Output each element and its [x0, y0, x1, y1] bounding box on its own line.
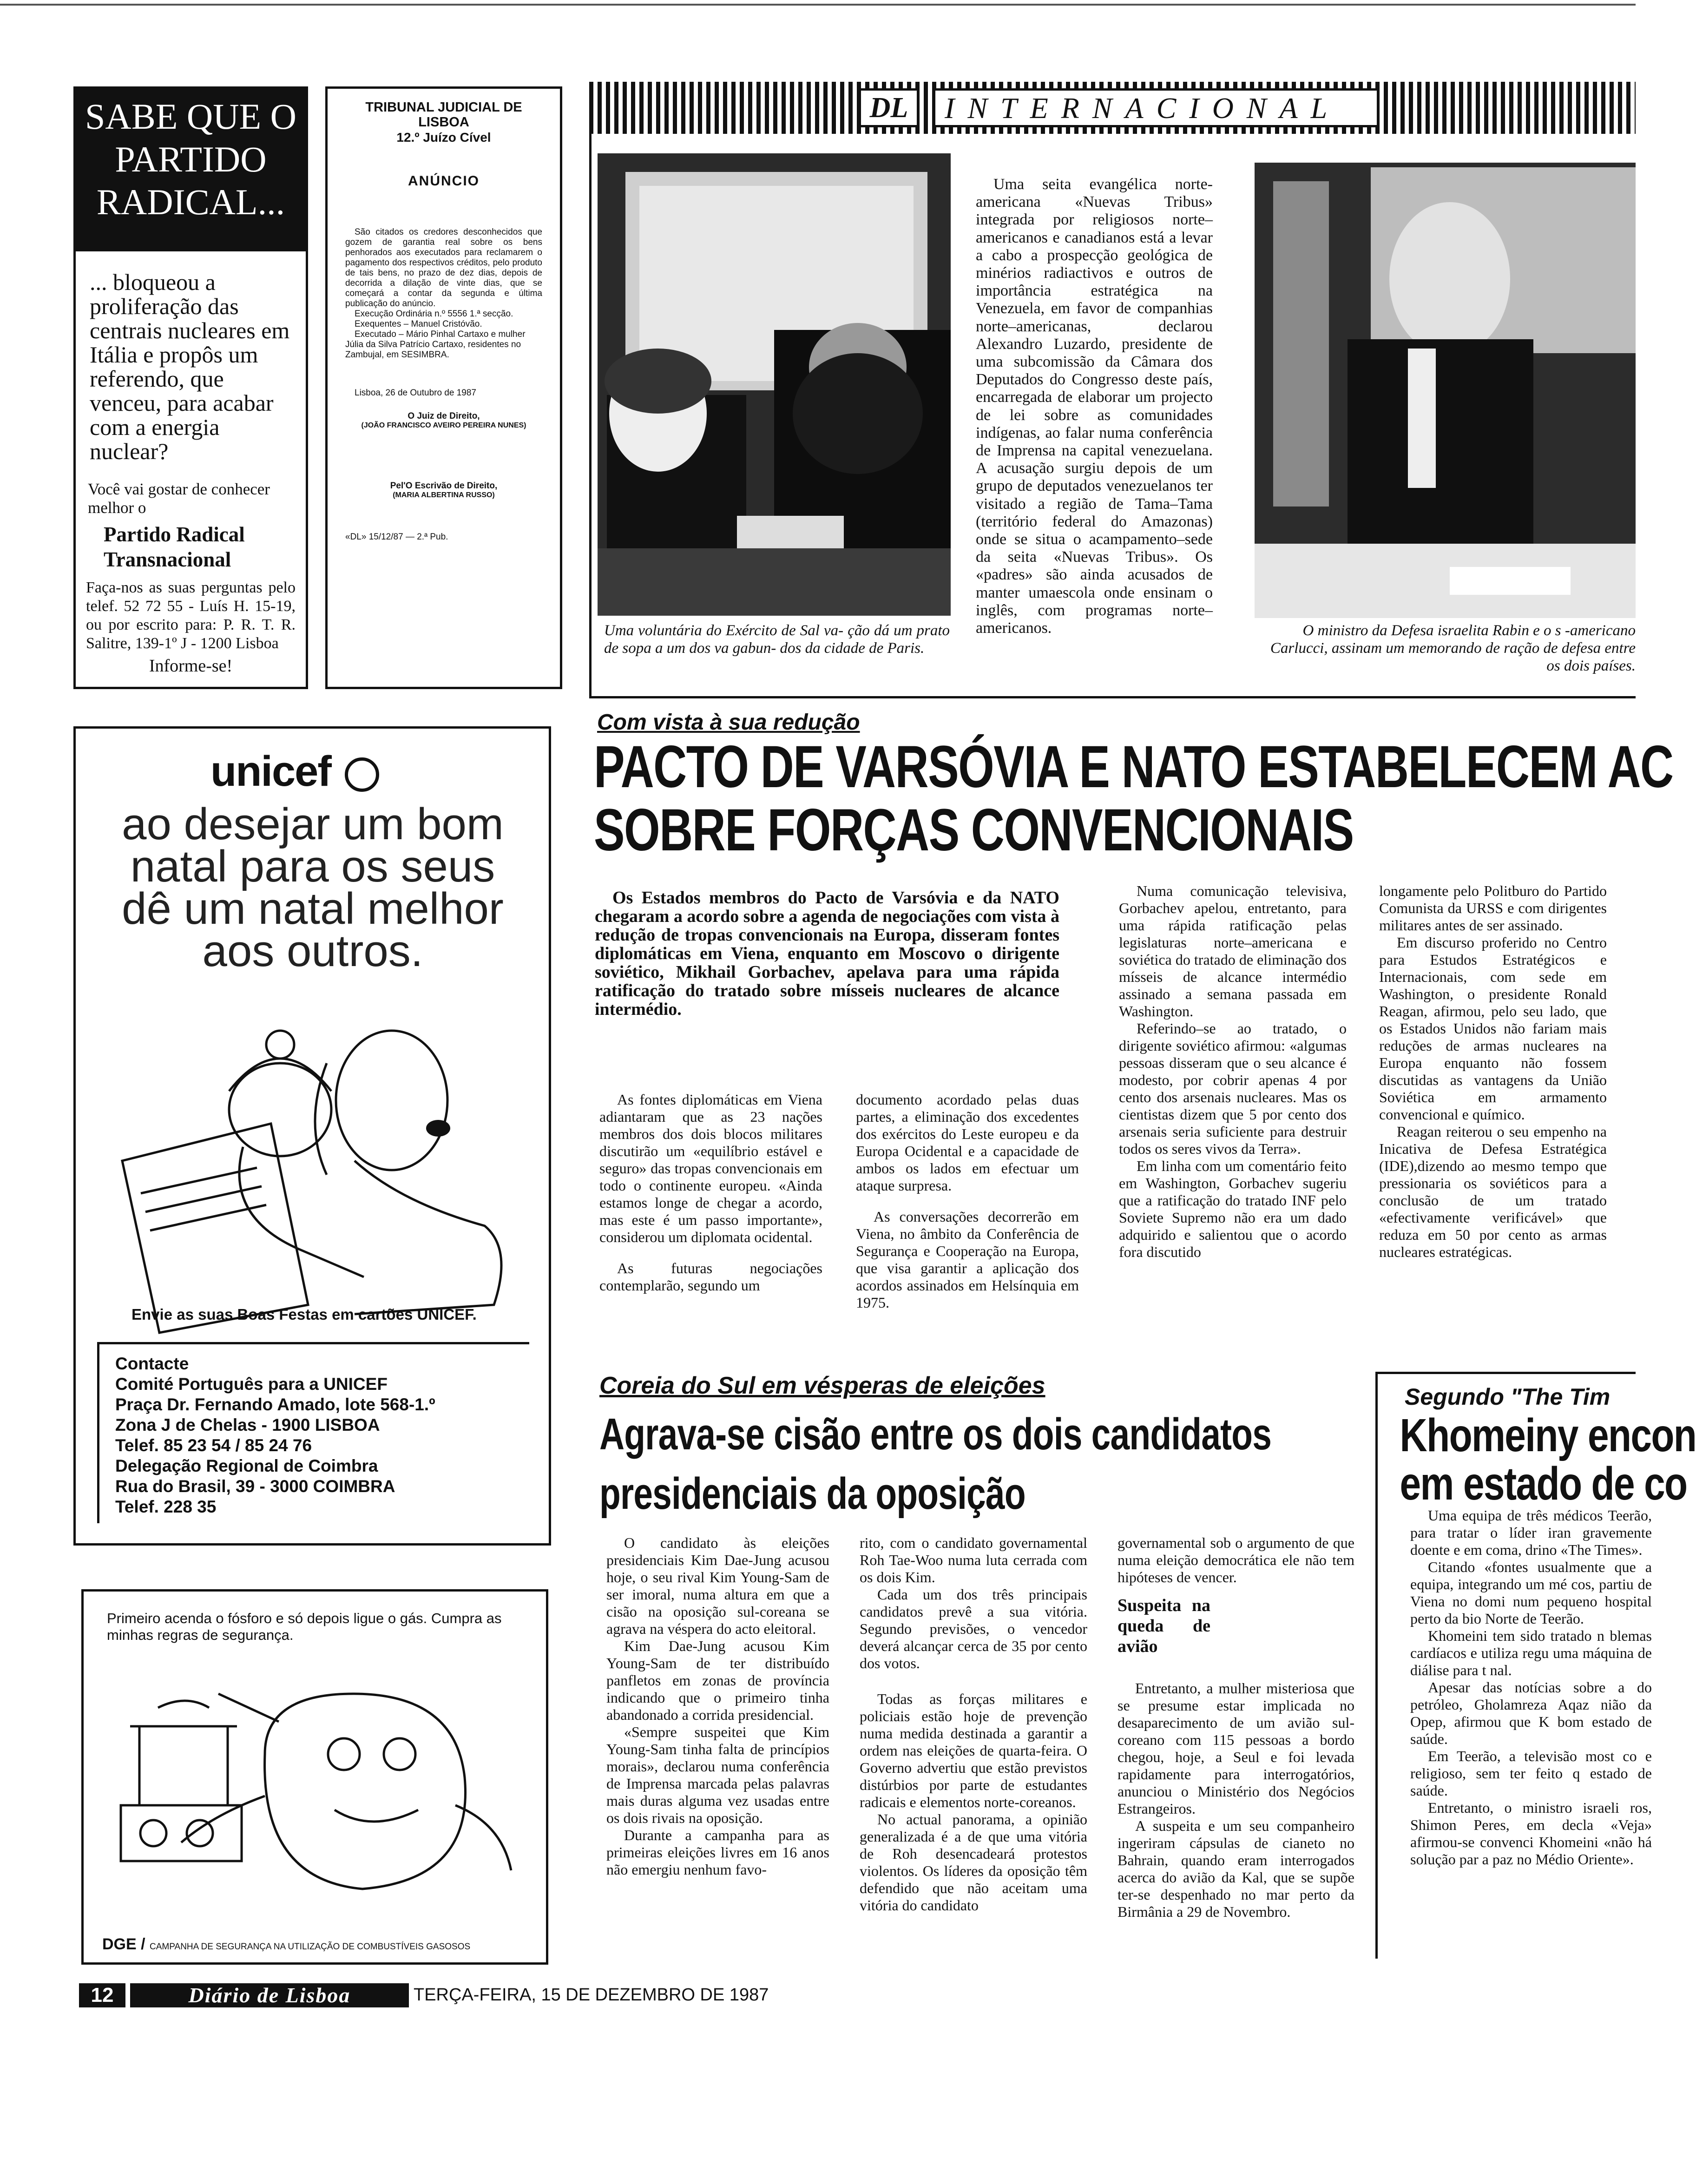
unicef-contact-label: Contacte — [115, 1354, 189, 1373]
section-header — [589, 82, 1636, 134]
sect-story-body: Uma seita evangélica norte-americana «Nuevas Tribus» integrada por religiosos norte–americanos e canadianos está a levar a cabo a prospecção geológica de minérios radiactivos e outros de importância estratégica na Venezuela, em favor de companhias norte–americanas, declarou Alexandro Luzardo, presidente de uma subcomissão da Câmara dos Deputados do Congresso deste país, encarregada de elaborar um projecto de lei sobre as comunidades indígenas, ao falar numa conferência de Imprensa na capital venezuelana. A acusação surgiu depois de um grupo de deputados venezuelanos ter visitado a região de Tama–Tama (território federal do Amazonas) onde se situa o acampamento–sede da seita «Nuevas Tribus». Os «padres» são ainda acusados de manter umaescola onde ensinam o inglês, com programas norte–americanos. — [976, 176, 1213, 637]
gas-ad-brand: DGE / — [102, 1935, 145, 1953]
main-story-col2-p1: documento acordado pelas duas partes, a eliminação dos excedentes dos exércitos do Leste europeu e da Europa Ocidental e a capacidade de ambos os lados em efectuar um ataque surpresa. — [856, 1091, 1079, 1194]
unicef-logo — [210, 747, 379, 796]
notice-execution: Execução Ordinária n.º 5556 1.ª secção. — [355, 309, 513, 319]
khomeiny-kicker: Segundo "The Tim — [1405, 1384, 1611, 1410]
khomeiny-headline-line1: Khomeiny encon — [1400, 1409, 1696, 1461]
notice-judge-name: (JOÃO FRANCISCO AVEIRO PEREIRA NUNES) — [361, 421, 526, 429]
footer-date: TERÇA-FEIRA, 15 DE DEZEMBRO DE 1987 — [414, 1985, 769, 2005]
main-story-headline-line2: SOBRE FORÇAS CONVENCIONAIS — [594, 797, 1354, 863]
radical-ad-body: ... bloqueou a proliferação das centrais nucleares em Itália e propôs um referendo, que venceu, para acabar com a energia nuclear? — [90, 269, 290, 464]
photo-salvation-army-caption: Uma voluntária do Exército de Sal va- ção dá um prato de sopa a um dos va gabun- dos da cidade de Paris. — [604, 622, 950, 657]
radical-ad-headline: SABE QUE O PARTIDO RADICAL... — [76, 89, 306, 251]
radical-ad-cta: Informe-se! — [149, 656, 233, 676]
photo-salvation-army — [598, 153, 951, 616]
khomeiny-p6: Entretanto, o ministro israeli ros, Shimon Peres, em decla «Veja» afirmou-se convenci Khomeini «não há solução par a paz no Médio Oriente». — [1410, 1799, 1652, 1868]
notice-section: 12.º Juízo Cível — [396, 130, 491, 145]
unicef-address2: Zona J de Chelas - 1900 LISBOA — [115, 1415, 380, 1434]
main-story-col4-p3: Reagan reiterou o seu empenho na Inicativa de Defesa Estratégica (IDE),dizendo ao mesmo tempo que pressionaria os soviéticos para a conclusão de um tratado «efectivamente verificável» que reduza em 50 por cento as armas nucleares estratégicas. — [1379, 1123, 1607, 1260]
unicef-ad — [73, 726, 551, 1546]
main-story-col3-p1: Numa comunicação televisiva, Gorbachev apelou, entretanto, para uma rápida ratificação pelas legislaturas norte–americana e soviética do tratado de eliminação dos mísseis de alcance intermédio assinado a semana passada em Washington. — [1119, 882, 1347, 1020]
unicef-message: ao desejar um bom natal para os seus dê um natal melhor aos outros. — [122, 799, 504, 976]
korea-story-col2-p4: No actual panorama, a opinião generalizada é a de que uma vitória de Roh desencadeará protestos violentos. Os líderes da oposição têm defendido que não aceitam uma vitória do candidato — [860, 1811, 1087, 1914]
unicef-illustration — [104, 1007, 522, 1333]
main-story-col1-p2: As futuras negociações contemplarão, segundo um — [599, 1260, 822, 1294]
photo-rabin-carlucci — [1255, 163, 1636, 618]
korea-story-subhead: Suspeita na queda de avião — [1118, 1596, 1210, 1656]
notice-date: Lisboa, 26 de Outubro de 1987 — [355, 388, 476, 398]
notice-executado: Executado – Mário Pinhal Cartaxo e mulher Júlia da Silva Patrício Cartaxo, residentes no Zambujal, em SESIMBRA. — [345, 329, 526, 360]
header-label: INTERNACIONAL — [933, 88, 1379, 127]
main-story-lead-text: Os Estados membros do Pacto de Varsóvia e da NATO chegaram a acordo sobre a agenda de negociações com vista à redução de tropas convencionais na Europa, disseram fontes diplomáticas em Viena, enquanto em Moscovo o dirigente soviético, Mikhail Gorbachev, apelava para uma rápida ratificação do tratado sobre mísseis nucleares de alcance intermédio. — [595, 888, 1059, 1019]
notice-court: TRIBUNAL JUDICIAL DE LISBOA — [365, 100, 522, 130]
unicef-contact-box — [97, 1342, 529, 1523]
korea-story-col3 — [1118, 1534, 1354, 1921]
unicef-globe-icon — [345, 757, 379, 792]
korea-story-col1-p4: Durante a campanha para as primeiras eleições livres em 16 anos não emergiu nenhum favo- — [606, 1827, 829, 1878]
korea-story-col1-p1: O candidato às eleições presidenciais Kim Dae-Jung acusou hoje, o seu rival Kim Young-Sam de ser imoral, numa altura em que a cisão na oposição sul-coreana se agrava na véspera do acto eleitoral. — [606, 1534, 829, 1637]
main-story-col1 — [599, 1091, 822, 1294]
main-story-col2-p2: As conversações decorrerão em Viena, no âmbito da Conferência de Segurança e Cooperação na Europa, que visa garantir a aplicação dos acordos assinados em Helsínquia em 1975. — [856, 1208, 1079, 1311]
main-story-col3-p2: Referindo–se ao tratado, o dirigente soviético afirmou: «algumas pessoas disseram que o seu alcance é modesto, por cobrir apenas 4 por cento dos arsenais nucleares. Mas os cientistas dizem que 5 por cento dos arsenais seria suficiente para destruir todos os seres vivos da Terra». — [1119, 1020, 1347, 1157]
gas-ad-campaign: CAMPANHA DE SEGURANÇA NA UTILIZAÇÃO DE COMBUSTÍVEIS GASOSOS — [150, 1942, 471, 1952]
khomeiny-p1: Uma equipa de três médicos Teerão, para tratar o líder iran gravemente doente e em coma, drino «The Times». — [1410, 1507, 1652, 1558]
radical-ad-party: Partido Radical Transnacional — [104, 523, 245, 571]
header-logo: DL — [859, 88, 919, 127]
korea-story-col2 — [860, 1534, 1087, 1914]
gas-safety-ad — [81, 1589, 548, 1965]
sect-story — [976, 176, 1213, 637]
unicef-phone2: Telef. 228 35 — [115, 1497, 217, 1516]
korea-story-col2-p1: rito, com o candidato governamental Roh Tae-Woo numa luta cerrada com os dois Kim. — [860, 1534, 1087, 1585]
unicef-delegation: Delegação Regional de Coimbra — [115, 1456, 378, 1475]
unicef-address1: Praça Dr. Fernando Amado, lote 568-1.º — [115, 1395, 435, 1414]
notice-clerk-title: Pel'O Escrivão de Direito, — [390, 481, 498, 491]
radical-ad — [73, 86, 308, 689]
photo-rabin-carlucci-image — [1255, 163, 1636, 618]
notice-footer: «DL» 15/12/87 — 2.ª Pub. — [345, 532, 448, 542]
unicef-committee: Comité Português para a UNICEF — [115, 1375, 388, 1394]
khomeiny-p2: Citando «fontes usualmente que a equipa, integrando um mé cos, partiu de Viena no domi num pequeno hospital perto da bio Norte de Teerão. — [1410, 1559, 1652, 1627]
main-story-kicker: Com vista à sua redução — [597, 710, 860, 735]
khomeiny-body — [1378, 1507, 1652, 1868]
korea-story-col1 — [606, 1534, 829, 1878]
page-footer — [79, 1983, 769, 2007]
gas-ad-illustration — [112, 1675, 520, 1898]
notice-title: ANÚNCIO — [408, 173, 480, 189]
photo-salvation-army-image — [598, 153, 951, 616]
notice-body: São citados os credores desconhecidos que gozem de garantia real sobre os bens penhorados aos executados para reclamarem o pagamento dos respectivos créditos, pelo produto de tais bens, no prazo de dez dias, depois de decorrida a dilação de vinte dias, que se começará a contar da segunda e última publicação do anúncio. — [345, 227, 542, 309]
main-story-col4 — [1379, 882, 1607, 1261]
main-story-headline-line1: PACTO DE VARSÓVIA E NATO ESTABELECEM AC — [594, 734, 1673, 800]
korea-story-col3-p2: Entretanto, a mulher misteriosa que se presume estar implicada no desaparecimento de um avião sul-coreano com 115 pessoas a bordo chegou, hoje, a Seul e foi levada rapidamente para interrogatórios, anunciou o Ministério dos Negócios Estrangeiros. — [1118, 1680, 1354, 1817]
khomeiny-p5: Em Teerão, a televisão most co e religioso, sem ter feito q estado de saúde. — [1410, 1748, 1652, 1799]
khomeiny-headline-line2: em estado de co — [1400, 1458, 1687, 1510]
khomeiny-p3: Khomeini tem sido tratado n blemas cardíacos e utiliza regu uma máquina de diálise para t nal. — [1410, 1627, 1652, 1678]
gas-ad-text: Primeiro acenda o fósforo e só depois ligue o gás. Cumpra as minhas regras de segurança. — [107, 1610, 502, 1643]
korea-story-col1-p3: «Sempre suspeitei que Kim Young-Sam tinha falta de princípios morais», declarou numa conferência de Imprensa marcada pelas palavras mais duras alguma vez usadas entre os dois rivais na oposição. — [606, 1724, 829, 1826]
unicef-phone1: Telef. 85 23 54 / 85 24 76 — [115, 1436, 312, 1455]
photo-rabin-carlucci-caption: O ministro da Defesa israelita Rabin e o s -americano Carlucci, assinam um memorando de ração de defesa entre os dois países. — [1270, 622, 1636, 674]
korea-story-col3-p3: A suspeita e um seu companheiro ingeriram cápsulas de cianeto no Bahrain, quando eram interrogados acerca do avião da Kal, que se supõe ter-se despenhado no mar perto da Birmânia a 29 de Novembro. — [1118, 1817, 1354, 1920]
korea-story-col3-p1: governamental sob o argumento de que numa eleição democrática ele não tem hipóteses de vencer. — [1118, 1534, 1354, 1585]
unicef-logo-text: unicef — [210, 748, 331, 795]
top-edge-line — [0, 4, 1636, 6]
footer-paper-name: Diário de Lisboa — [130, 1983, 409, 2007]
main-story-col3-p3: Em linha com um comentário feito em Washington, Gorbachev sugeriu que a ratificação do tratado INF pelo Soviete Supremo não era um dado adquirido e salientou que o acordo fora discutido — [1119, 1158, 1347, 1260]
notice-exequente: Exequentes – Manuel Cristóvão. — [355, 319, 482, 329]
main-story-col4-p1: longamente pelo Politburo do Partido Comunista da URSS e com dirigentes militares antes de ser assinado. — [1379, 882, 1607, 934]
court-notice — [325, 86, 562, 689]
gas-ad-footer — [102, 1935, 534, 1954]
main-story-col4-p2: Em discurso proferido no Centro para Estudos Estratégicos e Internacionais, com sede em Washington, o presidente Ronald Reagan, afirmou, pelo seu lado, que os Estados Unidos não fariam mais reduções de armas nucleares na Europa enquanto não fossem discutidas as vantagens da União Soviética em armamento convencional e químico. — [1379, 934, 1607, 1123]
korea-story-headline-line2: presidenciais da oposição — [599, 1469, 1025, 1519]
main-story-lead — [595, 888, 1059, 1019]
radical-ad-invite: Você vai gostar de conhecer melhor o — [88, 480, 270, 517]
korea-story-col1-p2: Kim Dae-Jung acusou Kim Young-Sam de ter distribuído panfletos em zonas de província indicando que o primeiro tinha abandonado a corrida presidencial. — [606, 1638, 829, 1723]
footer-page-number: 12 — [79, 1983, 125, 2007]
main-story-col2 — [856, 1091, 1079, 1311]
korea-story-kicker: Coreia do Sul em vésperas de eleições — [599, 1372, 1045, 1399]
unicef-address3: Rua do Brasil, 39 - 3000 COIMBRA — [115, 1477, 395, 1496]
korea-story-col2-p2: Cada um dos três principais candidatos prevê a sua vitória. Segundo previsões, o vencedor deverá alcançar cerca de 35 por cento dos votos. — [860, 1586, 1087, 1671]
main-story-col3 — [1119, 882, 1347, 1261]
khomeiny-p4: Apesar das notícias sobre a do petróleo, Gholamreza Aqaz nião da Opep, afirmou que K bom estado de saúde. — [1410, 1679, 1652, 1747]
notice-clerk-name: (MARIA ALBERTINA RUSSO) — [393, 491, 495, 499]
main-story-col1-p1: As fontes diplomáticas em Viena adiantaram que as 23 nações membros dos dois blocos militares discutirão um «equilíbrio estável e seguro» das tropas convencionais em todo o continente europeu. «Ainda estamos longe de chegar a acordo, mas este é um passo importante», considerou um diplomata ocidental. — [599, 1091, 822, 1245]
radical-ad-contact: Faça-nos as suas perguntas pelo telef. 52 72 55 - Luís H. 15-19, ou por escrito para: P. R. T. R. Salitre, 139-1º J - 1200 Lisboa — [86, 579, 296, 652]
notice-judge-title: O Juiz de Direito, — [408, 411, 480, 421]
unicef-cards: Envie as suas Boas Festas em cartões UNICEF. — [131, 1306, 477, 1323]
korea-story-headline-line1: Agrava-se cisão entre os dois candidatos — [599, 1409, 1272, 1459]
korea-story-col2-p3: Todas as forças militares e policiais estão hoje de prevenção numa medida destinada a garantir a ordem nas eleições de quarta-feira. O Governo advertiu que estão previstos distúrbios por parte de estudantes radicais e elementos norte-coreanos. — [860, 1691, 1087, 1810]
khomeiny-box — [1375, 1372, 1696, 1959]
